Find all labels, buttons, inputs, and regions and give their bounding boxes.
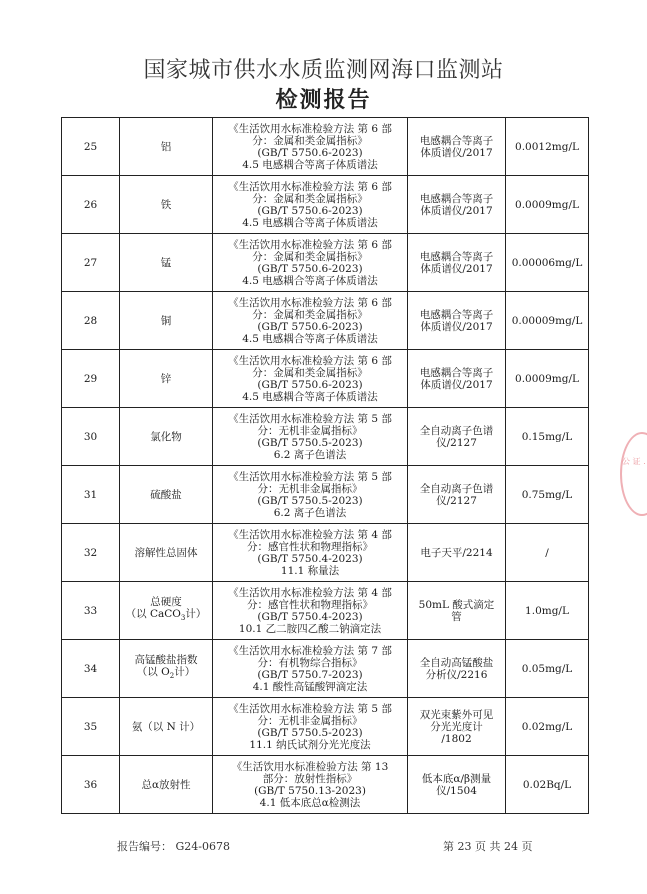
results-table [61,117,589,814]
table-row [62,466,589,524]
report-number: 报告编号： G24-0678 [117,840,230,853]
row-number: 28 [62,292,120,350]
table-row [62,698,589,756]
instrument: 电感耦合等离子 体质谱仪/2017 [408,234,506,292]
seal-text: 公 证 . [622,457,646,466]
table-row [62,118,589,176]
instrument: 电子天平/2214 [408,524,506,582]
test-standard: 《生活饮用水标准检验方法 第 13 部分：放射性指标》 (GB/T 5750.13-2023) 4.1 低本底总α检测法 [213,756,408,814]
row-number: 25 [62,118,120,176]
table-row [62,234,589,292]
test-item: 铝 [120,118,213,176]
test-standard: 《生活饮用水标准检验方法 第 5 部 分：无机非金属指标》 (GB/T 5750.5-2023) 11.1 纳氏试剂分光光度法 [213,698,408,756]
test-item: 锰 [120,234,213,292]
table-row [62,350,589,408]
result-value: / [506,524,589,582]
test-item: 氨（以 N 计） [120,698,213,756]
page-indicator: 第 23 页 共 24 页 [443,840,533,853]
test-item: 氯化物 [120,408,213,466]
test-item: 铜 [120,292,213,350]
test-item: 铁 [120,176,213,234]
instrument: 电感耦合等离子 体质谱仪/2017 [408,292,506,350]
result-value: 0.00006mg/L [506,234,589,292]
result-value: 0.15mg/L [506,408,589,466]
row-number: 27 [62,234,120,292]
instrument: 全自动离子色谱 仪/2127 [408,466,506,524]
instrument: 电感耦合等离子 体质谱仪/2017 [408,350,506,408]
row-number: 36 [62,756,120,814]
test-item: 锌 [120,350,213,408]
result-value: 0.02mg/L [506,698,589,756]
row-number: 35 [62,698,120,756]
row-number: 29 [62,350,120,408]
instrument: 全自动离子色谱 仪/2127 [408,408,506,466]
test-standard: 《生活饮用水标准检验方法 第 5 部 分：无机非金属指标》 (GB/T 5750.5-2023) 6.2 离子色谱法 [213,408,408,466]
row-number: 30 [62,408,120,466]
test-standard: 《生活饮用水标准检验方法 第 4 部 分：感官性状和物理指标》 (GB/T 5750.4-2023) 10.1 乙二胺四乙酸二钠滴定法 [213,582,408,640]
official-seal [620,432,647,516]
instrument: 电感耦合等离子 体质谱仪/2017 [408,176,506,234]
row-number: 32 [62,524,120,582]
result-value: 0.0009mg/L [506,350,589,408]
test-item: 硫酸盐 [120,466,213,524]
instrument: 全自动高锰酸盐 分析仪/2216 [408,640,506,698]
report-title: 检测报告 [275,88,372,113]
table-row [62,524,589,582]
table-row [62,756,589,814]
result-value: 0.0012mg/L [506,118,589,176]
result-value: 0.75mg/L [506,466,589,524]
test-standard: 《生活饮用水标准检验方法 第 6 部 分：金属和类金属指标》 (GB/T 5750.6-2023) 4.5 电感耦合等离子体质谱法 [213,118,408,176]
row-number: 34 [62,640,120,698]
test-item: 高锰酸盐指数 （以 $O_2$计） [120,640,213,698]
instrument: 电感耦合等离子 体质谱仪/2017 [408,118,506,176]
test-standard: 《生活饮用水标准检验方法 第 6 部 分：金属和类金属指标》 (GB/T 5750.6-2023) 4.5 电感耦合等离子体质谱法 [213,176,408,234]
test-item: 总硬度 （以 CaCO$_3$计） [120,582,213,640]
org-title: 国家城市供水水质监测网海口监测站 [143,58,504,83]
instrument: 低本底α/β测量 仪/1504 [408,756,506,814]
row-number: 33 [62,582,120,640]
test-item: 总α放射性 [120,756,213,814]
table-row [62,408,589,466]
test-standard: 《生活饮用水标准检验方法 第 7 部 分：有机物综合指标》 (GB/T 5750.7-2023) 4.1 酸性高锰酸钾滴定法 [213,640,408,698]
test-standard: 《生活饮用水标准检验方法 第 6 部 分：金属和类金属指标》 (GB/T 5750.6-2023) 4.5 电感耦合等离子体质谱法 [213,234,408,292]
row-number: 26 [62,176,120,234]
table-row [62,292,589,350]
test-standard: 《生活饮用水标准检验方法 第 5 部 分：无机非金属指标》 (GB/T 5750.5-2023) 6.2 离子色谱法 [213,466,408,524]
test-standard: 《生活饮用水标准检验方法 第 6 部 分：金属和类金属指标》 (GB/T 5750.6-2023) 4.5 电感耦合等离子体质谱法 [213,350,408,408]
instrument: 双光束紫外可见 分光光度计 /1802 [408,698,506,756]
result-value: 0.05mg/L [506,640,589,698]
table-row [62,582,589,640]
result-value: 0.00009mg/L [506,292,589,350]
table-row [62,640,589,698]
result-value: 0.0009mg/L [506,176,589,234]
test-standard: 《生活饮用水标准检验方法 第 4 部 分：感官性状和物理指标》 (GB/T 5750.4-2023) 11.1 称量法 [213,524,408,582]
result-value: 1.0mg/L [506,582,589,640]
result-value: 0.02Bq/L [506,756,589,814]
row-number: 31 [62,466,120,524]
test-item: 溶解性总固体 [120,524,213,582]
table-row [62,176,589,234]
instrument: 50mL 酸式滴定 管 [408,582,506,640]
test-standard: 《生活饮用水标准检验方法 第 6 部 分：金属和类金属指标》 (GB/T 5750.6-2023) 4.5 电感耦合等离子体质谱法 [213,292,408,350]
